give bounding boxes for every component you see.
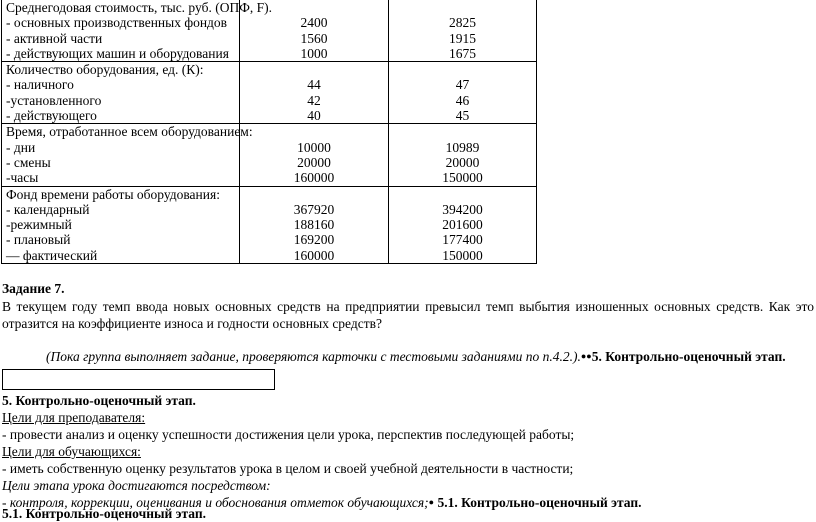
cell-line: - дни [6,139,36,155]
cell-line: 1675 [449,45,476,61]
table-row [2,124,537,186]
cell-line: - действующего [6,108,97,124]
cell-line: Количество оборудования, ед. (К): [6,62,204,78]
note-line [46,349,786,365]
value-cell-2 [389,186,537,263]
indicator-cell [2,124,253,186]
cell-line: -часы [6,170,39,186]
cell-line: 160000 [293,170,335,186]
table-row [2,0,537,62]
cell-line: -установленного [6,92,102,108]
note-italic-text: (Пока группа выполняет задание, проверяются карточки с тестовыми заданиями по п.4.2.). [46,349,581,364]
note-bold-text: 5. Контрольно-оценочный этап. [591,349,786,364]
means-label: Цели этапа урока достигаются посредством: [2,478,271,493]
cell-line [393,187,532,202]
cell-line: 45 [455,108,470,124]
student-goals-label: Цели для обучающихся: [2,444,141,459]
value-cell-1 [240,186,389,263]
cell-line: 169200 [293,232,335,248]
value-cell-2 [389,124,537,186]
bullet-icon: ● [428,497,435,507]
student-goal: - иметь собственную оценку результатов урока в целом и своей учебной деятельности в частности; [2,461,574,476]
cell-line [393,124,532,139]
cell-line [244,187,384,202]
cell-line: 177400 [442,232,483,248]
cell-line: 150000 [442,170,483,186]
cell-line: 367920 [293,201,335,217]
value-cell-1 [240,62,389,124]
cell-line: 2400 [300,15,328,31]
cell-line [393,62,532,77]
task-text: В текущем году темп ввода новых основных средств на предприятии превысил темп выбытия изношенных основных средств. Как это отразится на коэффициенте износа и годности основных средств? [2,299,814,331]
teacher-goals-label: Цели для преподавателя: [2,410,146,425]
cell-line: 1560 [300,30,328,46]
cell-line: 20000 [445,154,480,170]
indicator-cell [2,62,240,124]
cell-line: 42 [307,92,321,108]
cell-line: Фонд времени работы оборудования: [6,186,220,202]
cell-line: 10989 [445,139,480,155]
cell-line: 10000 [297,139,331,155]
cell-line: 20000 [297,154,331,170]
table-row [2,186,537,263]
cell-line: - календарный [6,201,90,217]
cell-line: 2825 [449,15,476,31]
cell-line: - плановый [6,232,71,248]
value-cell-2 [389,62,537,124]
cell-line: - активной части [6,30,103,46]
cell-line: -режимный [6,217,72,233]
value-cell-1 [240,124,389,186]
stage-heading: 5. Контрольно-оценочный этап. [2,393,196,408]
empty-frame [2,369,275,390]
cell-line: 150000 [442,247,483,263]
value-cell-2 [389,0,537,62]
cell-line: Время, отработанное всем оборудованием: [6,124,253,140]
cell-line: - смены [6,154,51,170]
cell-line [244,62,384,77]
bullet-icon: ●● [580,351,592,361]
teacher-goal: - провести анализ и оценку успешности достижения цели урока, перспектив последующей работы; [2,427,575,442]
cell-line: Среднегодовая стоимость, тыс. руб. (ОПФ, F). [6,0,272,15]
cell-line [244,124,384,139]
cell-line: 40 [307,108,321,124]
cell-line: — фактический [6,247,98,263]
means-tail: 5.1. Контрольно-оценочный этап. [434,495,642,510]
cell-line: - наличного [6,77,74,93]
cell-line: 1915 [449,30,476,46]
cell-line: 201600 [442,217,483,233]
cell-line: 160000 [293,247,335,263]
indicator-cell [2,0,272,62]
sub-heading: 5.1. Контрольно-оценочный этап. [2,506,207,521]
cell-line: 44 [307,77,321,93]
cell-line: - действующих машин и оборудования [6,45,229,61]
cell-line: 1000 [300,45,328,61]
task-title: Задание 7. [2,281,65,296]
means-text: - контроля, коррекции, оценивания и обоснования отметок обучающихся; [2,495,429,510]
table-row [2,62,537,124]
equipment-data-table [1,0,537,264]
indicator-cell [2,186,240,263]
cell-line: 46 [455,92,470,108]
cell-line: - основных производственных фондов [6,15,228,31]
cell-line [393,0,532,15]
cell-line: 394200 [442,201,483,217]
cell-line: 188160 [293,217,335,233]
cell-line: 47 [455,77,470,93]
